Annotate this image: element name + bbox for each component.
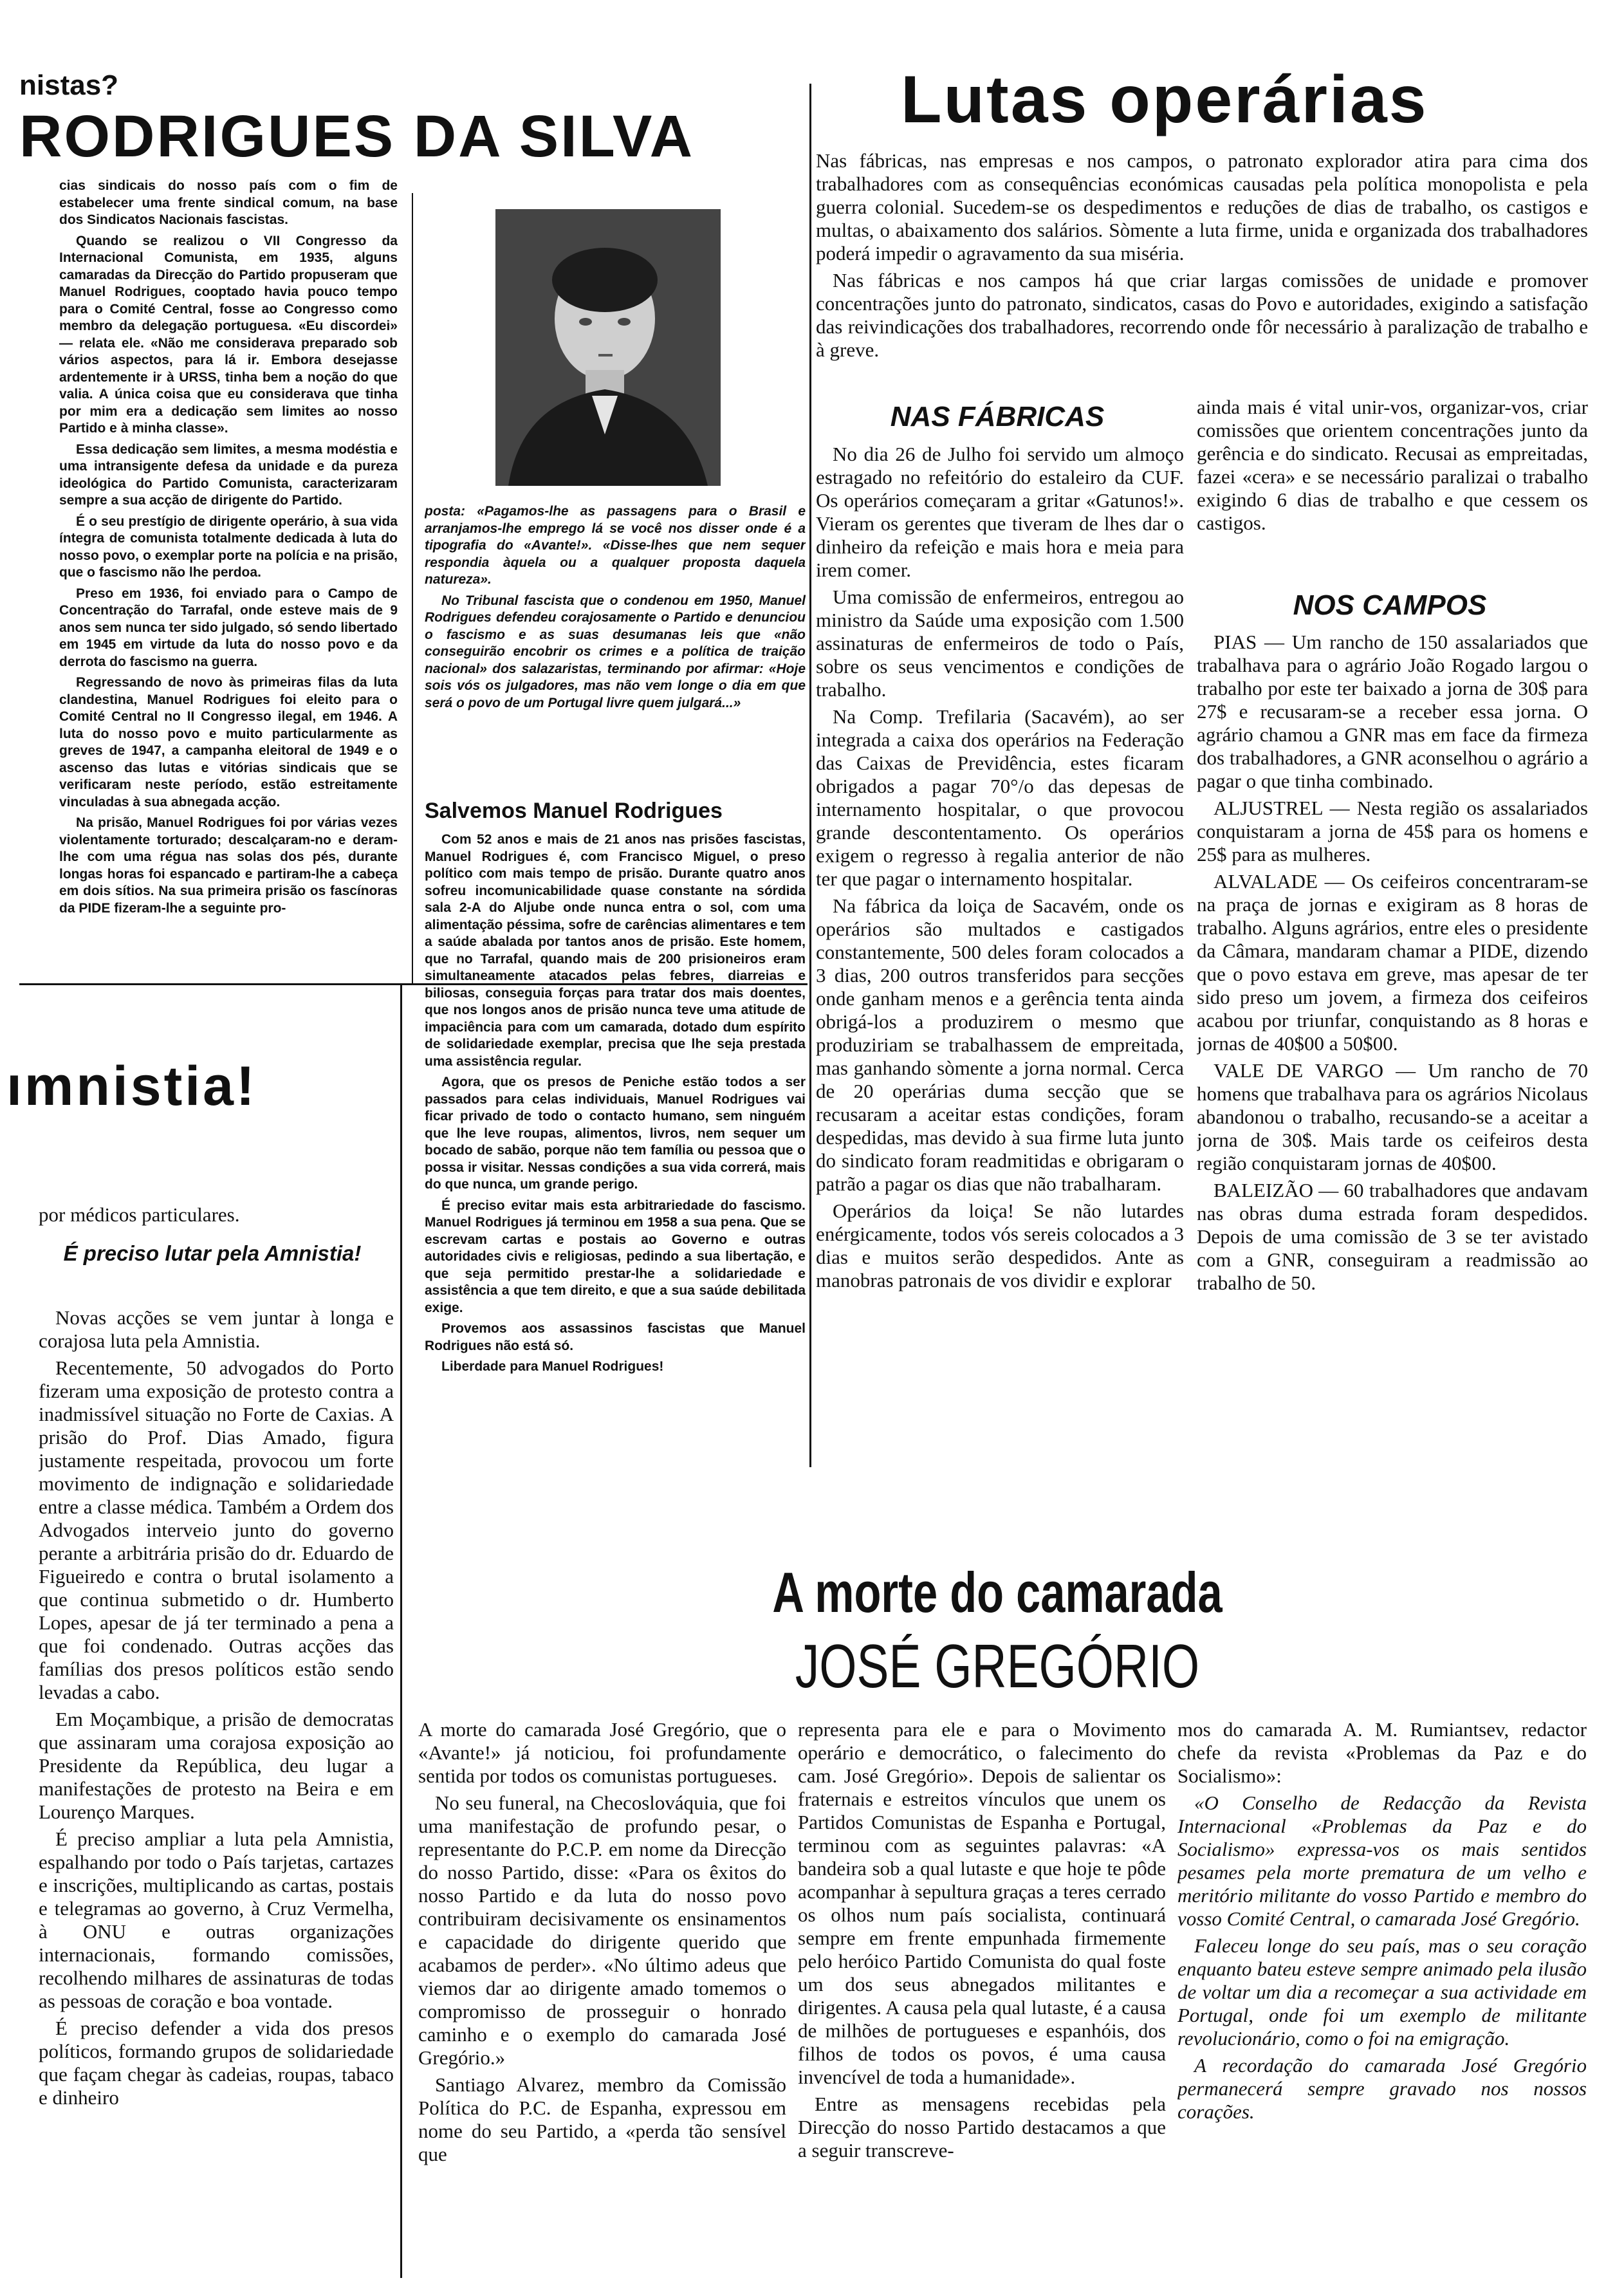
rule-photo-column bbox=[412, 193, 413, 985]
campos-paragraph: ALJUSTREL — Nesta região os assalariados conquistaram a jorna de 45$ para os homens e 25$ para as mulheres. bbox=[1197, 797, 1588, 866]
morte-headline-line2: JOSÉ GREGÓRIO bbox=[795, 1632, 1200, 1701]
campos-paragraph: VALE DE VARGO — Um rancho de 70 homens que trabalhava para os agrários Nicolaus abandonou o trabalho, recusando-se a aceitar a jorna de 30$. Mais tarde os ceifeiros desta região conquistaram jornas de 40$00. bbox=[1197, 1059, 1588, 1174]
fabricas-paragraph: Operários da loiça! Se não lutardes enérgicamente, todos vós sereis colocados a 3 dias e muitos serão despedidos. Ante as manobras patronais de vos dividir e explorar bbox=[816, 1199, 1184, 1292]
kicker: nistas? bbox=[19, 69, 119, 101]
fabricas-paragraph: No dia 26 de Julho foi servido um almoço estragado no refeitório do estaleiro da CUF. Os operários começaram a gritar «Gatunos!». Vieram os gerentes que tiveram de lhes dar o dinheiro da refeição e mais hora e meia para irem comer. bbox=[816, 443, 1184, 581]
morte-paragraph: mos do camarada A. M. Rumiantsev, redactor chefe da revista «Problemas da Paz e do Socialismo»: bbox=[1177, 1718, 1587, 1787]
amnistia-paragraph: É preciso defender a vida dos presos políticos, formando grupos de solidariedade que façam chegar às cadeias, roupas, tabaco e dinheiro bbox=[39, 2017, 394, 2109]
lutas-intro-paragraph: Nas fábricas, nas empresas e nos campos, o patronato explorador atira para cima dos trabalhadores com as consequências económicas causadas pela política monopolista e pela guerra colonial. Sucedem-se os despedimentos e reduções de dias de trabalho, os castigos e multas, o abaixamento dos salários. Sòmente a luta firme, unida e organizada dos trabalhadores poderá impedir o agravamento da sua miséria. bbox=[816, 149, 1588, 264]
lutas-intro-paragraph: Nas fábricas e nos campos há que criar largas comissões de unidade e promover concentrações junto do patronato, sindicatos, casas do Povo e autoridades, exigindo a satisfação das reivindicações dos trabalhadores, recorrendo onde fôr necessário à paralização de trabalho e à greve. bbox=[816, 269, 1588, 361]
amnistia-lead-line: por médicos particulares. bbox=[39, 1203, 240, 1226]
morte-col3 bbox=[1177, 1718, 1587, 2284]
fabricas-body bbox=[816, 443, 1184, 1466]
caption-paragraph: No Tribunal fascista que o condenou em 1950, Manuel Rodrigues defendeu corajosamente o Partido e denunciou o fascismo e as suas desumanas leis que «não conseguirão encobrir os crimes e a política de traição nacional» dos salazaristas, terminando por afirmar: «Hoje sois vós os julgadores, mas não vem longe o dia em que será o povo de um Portugal livre quem julgará...» bbox=[425, 593, 806, 710]
nas-fabricas-heading: NAS FÁBRICAS bbox=[890, 401, 1105, 432]
salvemos-heading: Salvemos Manuel Rodrigues bbox=[425, 799, 723, 823]
amnistia-paragraph: Recentemente, 50 advogados do Porto fizeram uma exposição de protesto contra a inadmissível situação no Forte de Caxias. A prisão do Prof. Dias Amado, figura justamente respeitada, provocou um forte movimento de indignação e solidariedade entre a classe médica. Também a Ordem dos Advogados interveio junto do governo perante a arbitrária prisão do dr. Eduardo de Figueiredo e contra o brutal isolamento a que continua submetido o dr. Humberto Lopes, apesar de já ter terminado a pena a que foi condenado. Outras acções das famílias dos presos políticos estão sendo levadas a cabo. bbox=[39, 1356, 394, 1703]
salvemos-paragraph: É preciso evitar mais esta arbitrariedade do fascismo. Manuel Rodrigues já terminou em 1958 a sua pena. Que se escrevam cartas e postais ao Governo e outras autoridades civis e religiosas, pedindo a sua libertação, e que seja permitido prestar-lhe a solidariedade e assistência a que tem direito, e que a sua saúde debilitada exige. bbox=[425, 1198, 806, 1315]
morte-paragraph: Santiago Alvarez, membro da Comissão Política do P.C. de Espanha, expressou em nome do seu Partido, a «perda tão sensível que bbox=[418, 2073, 786, 2165]
campos-paragraph: PIAS — Um rancho de 150 assalariados que trabalhava para o agrário João Rogado largou o trabalho por este ter baixado a jorna de 30$ para 27$ e recusaram-se a receber essa jorna. O agrário chamou a GNR mas em face da firmeza dos trabalhadores, a GNR aconselhou o agrário a pagar o que tinha combinado. bbox=[1197, 631, 1588, 792]
lutas-right-paragraph: ainda mais é vital unir-vos, organizar-vos, criar comissões que orientem concentrações junto da gerência e do sindicato. Recusai as empreitadas, fazei «cera» e se necessário paralizai o trabalho exigindo 6 dias de trabalho e que cessem os castigos. bbox=[1197, 396, 1588, 534]
campos-body bbox=[1197, 631, 1588, 1466]
campos-paragraph: ALVALADE — Os ceifeiros concentraram-se na praça de jornas e exigiram as 8 horas de trabalho. Alguns agrários, entre eles o presidente da Câmara, mandaram chamar a PIDE, dizendo que o povo estava em greve, mas apesar de ter sido preso um jovem, a firmeza dos ceifeiros acabou por triunfar, conquistando as 8 horas e jornas de 40$00 a 50$00. bbox=[1197, 870, 1588, 1055]
amnistia-body bbox=[39, 1306, 394, 2284]
morte-headline-line1: A morte do camarada bbox=[772, 1560, 1223, 1624]
column-rule-center bbox=[809, 84, 811, 1467]
lutas-intro bbox=[816, 149, 1588, 381]
salvemos-body bbox=[425, 831, 806, 1497]
lutas-right-continuation bbox=[1197, 396, 1588, 579]
amnistia-paragraph: Novas acções se vem juntar à longa e corajosa luta pela Amnistia. bbox=[39, 1306, 394, 1352]
rodrigues-paragraph: Regressando de novo às primeiras filas da luta clandestina, Manuel Rodrigues foi eleito para o Comité Central no II Congresso ilegal, em 1946. A luta do nosso povo e muito particularmente as greves de 1947, a campanha eleitoral de 1949 e o ascenso das lutas e vitórias sindicais que se verificaram neste período, estão estreitamente vinculadas à sua abnegada acção. bbox=[59, 675, 398, 810]
rodrigues-paragraph: É o seu prestígio de dirigente operário, à sua vida íntegra de comunista totalmente dedicada à luta do nosso povo, o exemplar porte na polícia e na prisão, que o fascismo não lhe perdoa. bbox=[59, 514, 398, 580]
salvemos-paragraph: Provemos aos assassinos fascistas que Manuel Rodrigues não está só. bbox=[425, 1321, 806, 1353]
nos-campos-heading: NOS CAMPOS bbox=[1293, 589, 1487, 621]
portrait-silhouette-icon bbox=[495, 209, 721, 486]
rodrigues-body bbox=[59, 178, 398, 979]
amnistia-headline: ımnistia! bbox=[6, 1055, 257, 1117]
campos-paragraph: BALEIZÃO — 60 trabalhadores que andavam nas obras duma estrada foram despedidos. Depois de uma comissão de 3 se ter avistado com a GNR, conseguiram a readmissão ao trabalho de 50. bbox=[1197, 1179, 1588, 1294]
morte-paragraph: A recordação do camarada José Gregório permanecerá sempre gravado nos nossos corações. bbox=[1177, 2054, 1587, 2123]
rule-amnistia-right bbox=[400, 985, 402, 2278]
rodrigues-paragraph: Quando se realizou o VII Congresso da Internacional Comunista, em 1935, alguns camaradas da Direcção do Partido propuseram que Manuel Rodrigues, cooptado havia pouco tempo para o Comité Central, fosse ao Congresso como membro da delegação portuguesa. «Eu discordei» — relata ele. «Não me considerava preparado sob vários aspectos, para lá ir. Embora desejasse ardentemente ir à URSS, tinha bem a noção do que valia. A única coisa que eu considerava que tinha por mim era a dedicação sem limites ao nosso Partido e à minha classe». bbox=[59, 233, 398, 436]
caption-paragraph: posta: «Pagamos-lhe as passagens para o Brasil e arranjamos-lhe emprego lá se você nos disser onde é a tipografia do «Avante!». «Disse-lhes que nem sequer respondia àquela ou a qualquer proposta daquela natureza». bbox=[425, 504, 806, 587]
lutas-headline: Lutas operárias bbox=[901, 62, 1428, 137]
morte-paragraph: representa para ele e para o Movimento operário e democrático, o falecimento do cam. José Gregório». Depois de salientar os fraternais e estreitos vínculos que unem os Partidos Comunistas de Espanha e Portugal, terminou com as seguintes palavras: «A bandeira sob a qual lutaste e que hoje te pôde acompanhar à sepultura graças a teres cerrado os olhos num país socialista, continuará sempre em frente empunhada firmemente pelo heróico Partido Comunista do qual foste um dos seus abnegados militantes e dirigentes. A causa pela qual lutaste, é a causa de milhões de portugueses e espanhóis, dos filhos de todos os povos, é uma causa invencível de toda a humanidade». bbox=[798, 1718, 1166, 2088]
article-headline-rodrigues: RODRIGUES DA SILVA bbox=[19, 104, 695, 169]
rodrigues-paragraph: Preso em 1936, foi enviado para o Campo de Concentração do Tarrafal, onde esteve mais de 9 anos sem nunca ter sido julgado, só sendo libertado em 1945 em virtude da luta do nosso povo e da derrota do fascismo na guerra. bbox=[59, 586, 398, 669]
salvemos-paragraph: Agora, que os presos de Peniche estão todos a ser passados para celas individuais, Manuel Rodrigues vai ficar privado de todo o contacto humano, sem ninguém que lhe leve roupas, alimentos, livros, nem sequer um bocado de sabão, porque não tem família ou pessoa que o possa ir visitar. Nessas condições a sua vida correrá, mais do que nunca, um grande perigo. bbox=[425, 1075, 806, 1192]
rodrigues-paragraph: Na prisão, Manuel Rodrigues foi por várias vezes violentamente torturado; descalçaram-no e deram-lhe com uma régua nas solas dos pés, durante longas horas foi espancado e partiram-lhe a cabeça em dois sítios. Na sua primeira prisão os fascínoras da PIDE fizeram-lhe a seguinte pro- bbox=[59, 815, 398, 916]
fabricas-paragraph: Uma comissão de enfermeiros, entregou ao ministro da Saúde uma exposição com 1.500 assinaturas de enfermeiros de todo o País, sobre os seus vencimentos e condições de trabalho. bbox=[816, 586, 1184, 701]
portrait-photo bbox=[495, 209, 721, 486]
fabricas-paragraph: Na Comp. Trefilaria (Sacavém), ao ser integrada a caixa dos operários na Federação das Caixas de Previdência, estes ficaram obrigados a pagar 70°/o das depesas de internamento hospitalar, o que provocou grande descontentamento. Os operários exigem o regresso à regalia anterior de não ter que pagar o internamento hospitalar. bbox=[816, 705, 1184, 890]
morte-paragraph: Entre as mensagens recebidas pela Direcção do nosso Partido destacamos a que a seguir transcreve- bbox=[798, 2093, 1166, 2162]
morte-paragraph: No seu funeral, na Checoslováquia, que foi uma manifestação de profundo pesar, o representante do P.C.P. em nome da Direcção do nosso Partido, disse: «Para os êxitos do nosso Partido e da luta do nosso povo contribuiram decisivamente os ensinamentos e capacidade do dirigente querido que acabamos de perder». «No último adeus que viemos dar ao dirigente amado tomemos o compromisso de prosseguir o honrado caminho e o exemplo do camarada José Gregório.» bbox=[418, 1791, 786, 2069]
salvemos-paragraph: Com 52 anos e mais de 21 anos nas prisões fascistas, Manuel Rodrigues é, com Francisco Miguel, o preso político com mais tempo de prisão. Durante quatro anos sofreu incomunicabilidade quase constante na sórdida sala 2-A do Aljube onde nunca entra o sol, com uma alimentação péssima, sofre de carências alimentares e tem a saúde abalada por tantos anos de prisão. Este homem, que no Tarrafal, quando mais de 200 prisioneiros eram simultaneamente atacados pelas febres, diarreias e biliosas, conseguia forças para tratar dos mais doentes, que nos longos anos de prisão nunca teve uma atitude de impaciência para com um camarada, dotado dum espírito de solidariedade exemplar, precisa que lhe seja prestada uma assistência regular. bbox=[425, 832, 806, 1069]
photo-caption-text bbox=[425, 503, 806, 793]
morte-paragraph: A morte do camarada José Gregório, que o «Avante!» já noticiou, foi profundamente sentida por todos os comunistas portugueses. bbox=[418, 1718, 786, 1787]
amnistia-paragraph: É preciso ampliar a luta pela Amnistia, espalhando por todo o País tarjetas, cartazes e inscrições, multiplicando as cartas, postais e telegramas ao governo, à Cruz Vermelha, à ONU e outras organizações internacionais, formando comissões, recolhendo milhares de assinaturas de todas as pessoas de coração e boa vontade. bbox=[39, 1828, 394, 2012]
rodrigues-paragraph: cias sindicais do nosso país com o fim de estabelecer uma frente sindical comum, na base dos Sindicatos Nacionais fascistas. bbox=[59, 178, 398, 227]
rodrigues-paragraph: Essa dedicação sem limites, a mesma modéstia e uma intransigente defesa da unidade e da pureza ideológica do Partido Comunista, caracterizaram sempre a sua acção de dirigente do Partido. bbox=[59, 441, 398, 508]
morte-col2 bbox=[798, 1718, 1166, 2284]
morte-paragraph: Faleceu longe do seu país, mas o seu coração enquanto bateu esteve sempre animado pela ilusão de voltar um dia a recomeçar a sua actividade em Portugal, onde foi um exemplo de militante revolucionário, como o foi na emigração. bbox=[1177, 1934, 1587, 2050]
fabricas-paragraph: Na fábrica da loiça de Sacavém, onde os operários são multados e castigados constantemente, 500 deles foram colocados a 3 dias, 200 outros transferidos para secções onde ganham menos e a gerência tenta ainda obrigá-los a produzirem o mesmo que produziriam se trabalhassem de empreitada, mas ganhando sòmente a jorna normal. Cerca de 20 operárias duma secção que se recusaram a aceitar estas condições, foram despedidas, mas devido à sua firme luta junto do sindicato foram readmitidas e obrigaram o patrão a pagar os dias que não trabalharam. bbox=[816, 894, 1184, 1195]
morte-col1 bbox=[418, 1718, 786, 2284]
amnistia-paragraph: Em Moçambique, a prisão de democratas que assinaram uma corajosa exposição ao Presidente da República, deu lugar a manifestações de protesto na Beira e em Lourenço Marques. bbox=[39, 1708, 394, 1823]
amnistia-subheading: É preciso lutar pela Amnistia! bbox=[63, 1241, 362, 1265]
morte-paragraph: «O Conselho de Redacção da Revista Internacional «Problemas da Paz e do Socialismo» expressa-vos os mais sentidos pesames pela morte prematura de um velho e meritório militante do vosso Partido e membro do vosso Comité Central, o camarada José Gregório. bbox=[1177, 1791, 1587, 1930]
salvemos-paragraph: Liberdade para Manuel Rodrigues! bbox=[441, 1359, 664, 1374]
